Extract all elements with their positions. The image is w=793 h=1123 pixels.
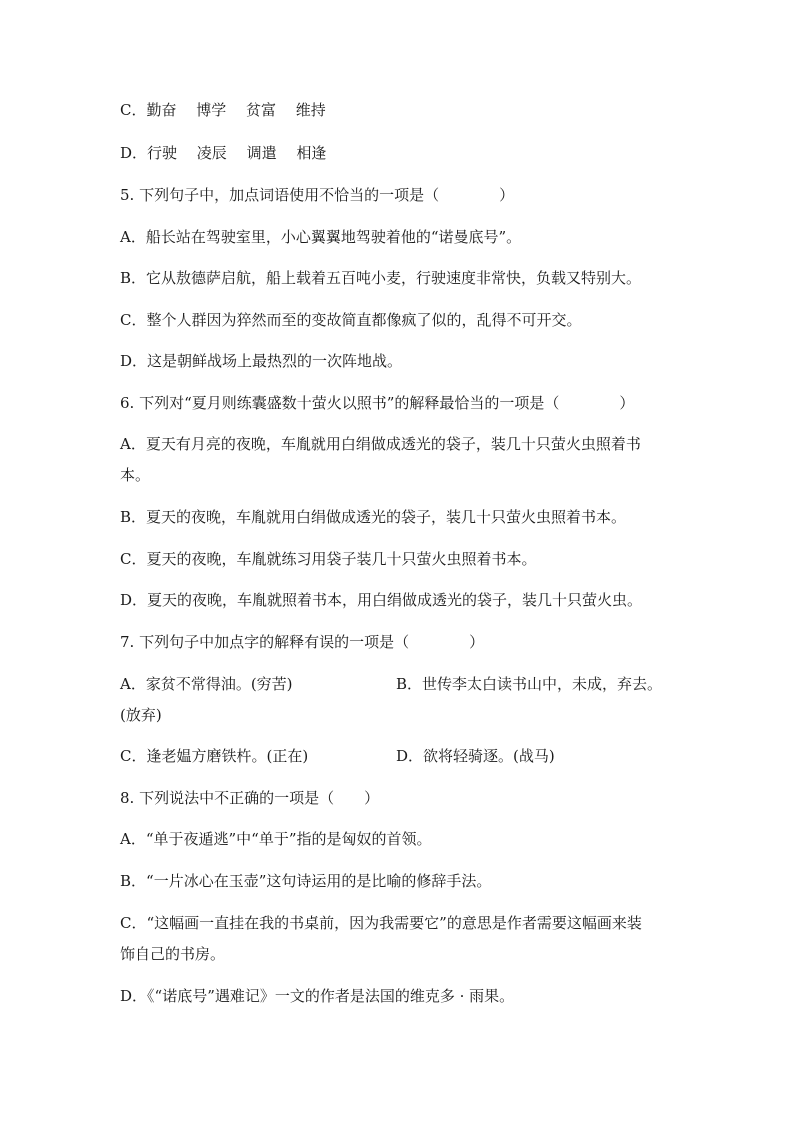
q5-option-d: D．这是朝鲜战场上最热烈的一次阵地战。	[120, 352, 403, 370]
q6-option-a-line1: A．夏天有月亮的夜晚，车胤就用白绢做成透光的袋子，装几十只萤火虫照着书	[120, 435, 641, 453]
q6-option-d: D．夏天的夜晚，车胤就照着书本，用白绢做成透光的袋子，装几十只萤火虫。	[120, 591, 643, 609]
q7-stem: 7. 下列句子中加点字的解释有误的一项是（ ）	[120, 633, 485, 651]
q4-option-d: D．行驶 凌辰 调遣 相逢	[120, 144, 327, 162]
q4-option-c: C．勤奋 博学 贫富 维持	[120, 101, 326, 119]
q5-option-b: B．它从敖德萨启航，船上载着五百吨小麦，行驶速度非常快，负载又特别大。	[120, 269, 642, 287]
q8-option-c-line2: 饰自己的书房。	[120, 945, 226, 963]
q6-option-c: C．夏天的夜晚，车胤就练习用袋子装几十只萤火虫照着书本。	[120, 550, 537, 568]
q8-option-c-line1: C．“这幅画一直挂在我的书桌前，因为我需要它”的意思是作者需要这幅画来装	[120, 914, 642, 932]
q8-option-a: A．“单于夜遁逃”中“单于”指的是匈奴的首领。	[120, 830, 432, 848]
q5-stem: 5. 下列句子中，加点词语使用不恰当的一项是（ ）	[120, 186, 515, 204]
q7-option-a: A．家贫不常得油。(穷苦)	[120, 675, 293, 693]
q8-option-d: D．《“诺底号”遇难记》一文的作者是法国的维克多 · 雨果。	[120, 987, 515, 1005]
q8-option-b: B．“一片冰心在玉壶”这句诗运用的是比喻的修辞手法。	[120, 872, 492, 890]
q5-option-a: A．船长站在驾驶室里，小心翼翼地驾驶着他的“诺曼底号”。	[120, 228, 522, 246]
q7-option-b-continuation: (放弃)	[120, 706, 162, 724]
q7-option-d: D．欲将轻骑逐。(战马)	[396, 747, 555, 765]
q5-option-c: C．整个人群因为猝然而至的变故简直都像疯了似的，乱得不可开交。	[120, 311, 582, 329]
q7-option-b: B．世传李太白读书山中，未成，弃去。	[396, 675, 663, 693]
q8-stem: 8. 下列说法中不正确的一项是（ ）	[120, 789, 380, 807]
q6-option-b: B．夏天的夜晚，车胤就用白绢做成透光的袋子，装几十只萤火虫照着书本。	[120, 508, 627, 526]
q6-option-a-line2: 本。	[120, 466, 151, 484]
q7-option-c: C．逢老媪方磨铁杵。(正在)	[120, 747, 309, 765]
q6-stem: 6. 下列对“夏月则练囊盛数十萤火以照书”的解释最恰当的一项是（ ）	[120, 394, 635, 412]
